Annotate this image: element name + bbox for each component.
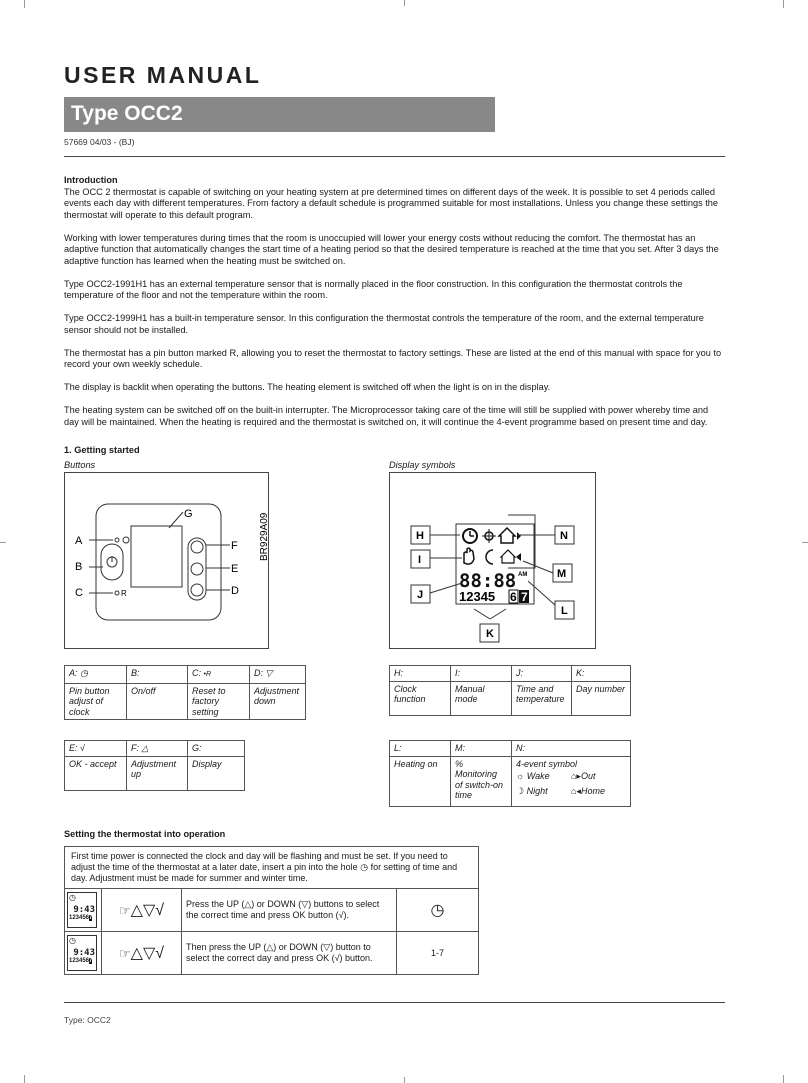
- operation-table: [64, 846, 479, 975]
- check-icon: √: [80, 743, 85, 753]
- intro-paragraph: The display is backlit when operating the buttons. The heating element is switched off when the light is on in the display.: [64, 382, 551, 392]
- down-triangle-icon: ▽: [265, 668, 273, 678]
- intro-paragraph: The heating system can be switched off on the built-in interrupter. The Microprocessor taking care of the time will still be supplied with power whereby time and day will be maintained. When the heating is required and the thermostat is switched on, it will continue the 4-event programme based on present time and day.: [64, 405, 709, 427]
- getting-started-heading: 1. Getting started: [64, 445, 140, 455]
- table-header: J:: [512, 666, 572, 682]
- crop-mark: [24, 0, 25, 8]
- clock-icon: ◷: [430, 901, 445, 919]
- lcd-day-7: 7: [89, 958, 93, 964]
- pin-clock-icon: ◷: [360, 862, 369, 872]
- table-cell: Manual mode: [451, 681, 512, 715]
- figure-label: C: [75, 587, 83, 599]
- table-header: D:: [254, 668, 263, 678]
- lcd-days: 12345: [459, 589, 496, 604]
- display-symbols-diagram: [390, 473, 597, 650]
- figure-label: E: [231, 563, 239, 575]
- event-label: Home: [580, 785, 605, 796]
- figure-label: G: [184, 508, 193, 520]
- lcd-thumbnail: [65, 889, 102, 932]
- table-header: E:: [69, 743, 78, 753]
- introduction-section: [64, 175, 725, 440]
- figure-label: L: [561, 605, 568, 617]
- button-sequence: [102, 932, 182, 975]
- lcd-day-6: 6: [510, 590, 517, 604]
- figure-label: J: [417, 589, 424, 601]
- display-table-hijk: [389, 665, 631, 716]
- table-cell: Time and temperature: [512, 681, 572, 715]
- buttons-caption: Buttons: [64, 460, 96, 470]
- table-cell: 4-event symbol: [516, 758, 578, 769]
- operation-intro-text: First time power is connected the clock and day will be flashing and must be set. If you need to adjust the time of the thermostat at a later date, insert a pin into the hole: [71, 851, 448, 872]
- pin-clock-icon: ◷: [80, 668, 88, 678]
- lcd-am: AM: [518, 572, 528, 578]
- intro-paragraph: Working with lower temperatures during times that the room is unoccupied will lower your energy costs without reducing the comfort. The thermostat has an adaptive function that automatically changes the start time of a heating period so that the desired temperature is reached at the time that you set. After 3 days the adaptive function has learned when the heating must be switched on.: [64, 232, 719, 266]
- intro-paragraph: The thermostat has a pin button marked R, allowing you to reset the thermostat to factory settings. These are listed at the end of this manual with space for you to record your own weekly schedule.: [64, 347, 722, 369]
- up-triangle-icon: △: [141, 743, 149, 753]
- figure-label: H: [416, 530, 424, 542]
- page-title: USER MANUAL: [64, 62, 262, 88]
- lcd-thumbnail: [65, 932, 102, 975]
- lcd-day-7: 7: [521, 590, 528, 604]
- event-symbols-cell: [512, 756, 631, 806]
- house-out-icon: ⌂▸: [571, 771, 581, 781]
- crop-mark: [802, 542, 808, 543]
- lcd-digits: 9:43: [73, 948, 95, 958]
- result-value: 1-7: [397, 932, 479, 975]
- pointing-hand-icon: ☞: [118, 902, 131, 918]
- moon-icon: ☽: [516, 785, 525, 796]
- figure-label: F: [231, 540, 238, 552]
- operation-intro: [65, 847, 479, 889]
- table-cell: On/off: [127, 683, 188, 720]
- lcd-day-7: 7: [89, 915, 93, 921]
- table-header: H:: [390, 666, 451, 682]
- table-header: G:: [192, 743, 202, 753]
- header-rule: [64, 156, 725, 157]
- display-figure: [389, 472, 596, 649]
- table-cell: Heating on: [390, 756, 451, 806]
- type-banner: Type OCC2: [64, 97, 495, 132]
- thermostat-front-diagram: [65, 473, 270, 650]
- table-cell: Day number: [572, 681, 631, 715]
- figure-label: K: [486, 628, 494, 640]
- figure-label: D: [231, 585, 239, 597]
- event-label: Wake: [526, 771, 550, 781]
- figure-label: I: [418, 554, 422, 566]
- up-triangle-icon: △: [130, 901, 143, 919]
- crop-mark: [404, 1077, 405, 1083]
- intro-heading: Introduction: [64, 175, 118, 185]
- crop-mark: [404, 0, 405, 6]
- figure-label: B: [75, 561, 83, 573]
- footer-text: Type: OCC2: [64, 1015, 111, 1025]
- buttons-table-abcd: [64, 665, 306, 720]
- reset-icon: •R: [203, 671, 212, 678]
- table-cell: Display: [188, 756, 245, 790]
- crop-mark: [24, 1075, 25, 1083]
- table-header: N:: [512, 741, 631, 757]
- clock-icon: ◷: [69, 893, 76, 902]
- result-clock-cell: [397, 889, 479, 932]
- buttons-figure: [64, 472, 269, 649]
- table-header: F:: [131, 743, 139, 753]
- event-label: Night: [526, 785, 548, 796]
- crop-mark: [783, 0, 784, 8]
- instruction-text: Then press the UP (△) or DOWN (▽) button to select the correct day and press OK (√) button.: [182, 932, 397, 975]
- reset-mark: R: [121, 589, 127, 598]
- table-cell: Adjustment down: [250, 683, 306, 720]
- button-sequence: [102, 889, 182, 932]
- display-caption: Display symbols: [389, 460, 456, 470]
- figure-label: A: [75, 535, 83, 547]
- intro-paragraph: The OCC 2 thermostat is capable of switching on your heating system at pre determined times on different days of the week. It is possible to set 4 periods called events each day with different temperatures. From factory a default schedule is programmed suitable for most installations. Unless you change these settings the thermostat will operate to this default program.: [64, 186, 719, 220]
- footer-rule: [64, 1002, 725, 1003]
- figure-label: M: [557, 568, 567, 580]
- operation-heading: Setting the thermostat into operation: [64, 829, 226, 839]
- sun-icon: ☼: [516, 771, 525, 781]
- table-header: A:: [69, 668, 78, 678]
- check-icon: √: [155, 901, 165, 919]
- check-icon: √: [155, 944, 165, 962]
- table-header: C:: [192, 668, 201, 678]
- table-cell: Clock function: [390, 681, 451, 715]
- table-cell: Pin button adjust of clock: [65, 683, 127, 720]
- table-header: L:: [390, 741, 451, 757]
- crop-mark: [0, 542, 6, 543]
- display-table-lmn: [389, 740, 631, 807]
- pointing-hand-icon: ☞: [118, 945, 131, 961]
- intro-paragraph: Type OCC2-1991H1 has an external temperature sensor that is normally placed in the floor construction. In this configuration the thermostat controls the temperature of the floor and not the temperature within the room.: [64, 278, 683, 300]
- table-header: B:: [131, 668, 140, 678]
- table-header: M:: [451, 741, 512, 757]
- up-triangle-icon: △: [130, 944, 143, 962]
- table-header: K:: [572, 666, 631, 682]
- event-label: Out: [580, 771, 596, 781]
- doc-number: 57669 04/03 - (BJ): [64, 137, 135, 147]
- lcd-days: 123456: [69, 915, 90, 921]
- lcd-digits: 88:88: [459, 570, 517, 592]
- figure-code: BR929A09: [259, 512, 270, 561]
- buttons-table-efg: [64, 740, 245, 791]
- house-home-icon: ⌂◂: [571, 785, 581, 796]
- table-cell: OK - accept: [65, 756, 127, 790]
- clock-icon: ◷: [69, 936, 76, 945]
- table-cell: Adjustment up: [127, 756, 188, 790]
- lcd-digits: 9:43: [73, 905, 95, 915]
- figure-label: N: [560, 530, 568, 542]
- instruction-text: Press the UP (△) or DOWN (▽) buttons to select the correct time and press OK button (√).: [182, 889, 397, 932]
- table-cell: % Monitoring of switch-on time: [451, 756, 512, 806]
- down-triangle-icon: ▽: [142, 944, 156, 962]
- operation-intro-tail: for setting of time and day. Adjustment must be made for summer and winter time.: [71, 862, 458, 883]
- table-header: I:: [451, 666, 512, 682]
- down-triangle-icon: ▽: [142, 901, 156, 919]
- intro-paragraph: Type OCC2-1999H1 has a built-in temperature sensor. In this configuration the thermostat controls the temperature of the room, and the external temperature sensor should not be installed.: [64, 313, 704, 335]
- crop-mark: [783, 1075, 784, 1083]
- table-cell: Reset to factory setting: [188, 683, 250, 720]
- lcd-days: 123456: [69, 958, 90, 964]
